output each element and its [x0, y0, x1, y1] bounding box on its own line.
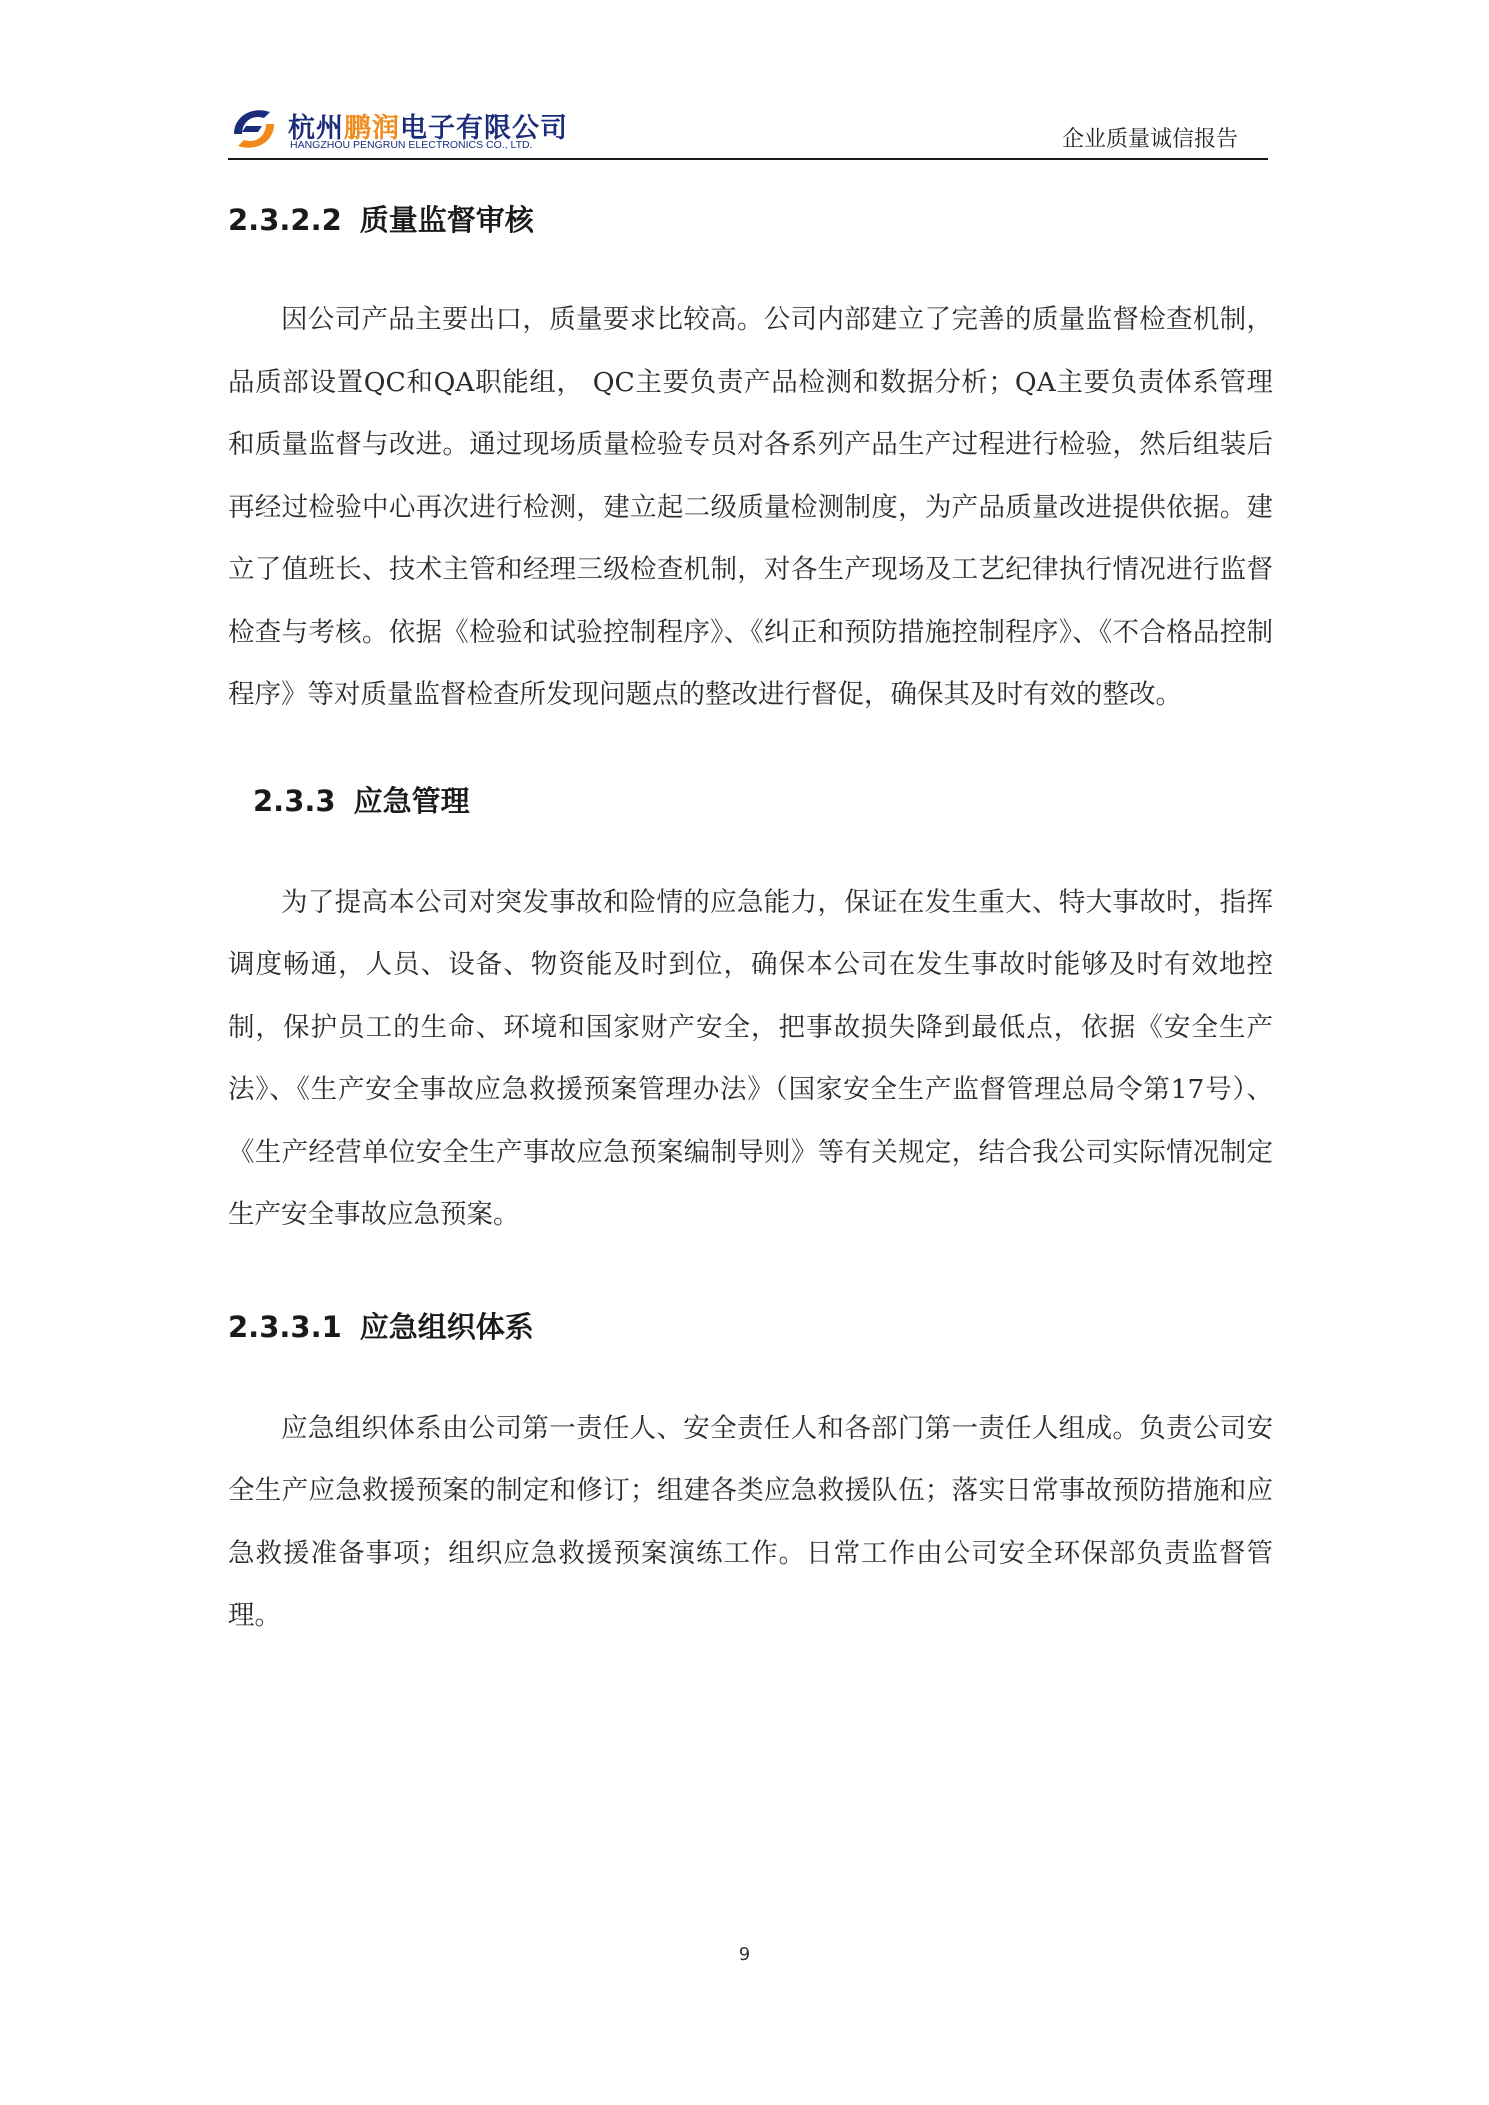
section-body-2-3-3: 为了提高本公司对突发事故和险情的应急能力，保证在发生重大、特大事故时，指挥调度畅通，人员、设备、物资能及时到位，确保本公司在发生事故时能够及时有效地控制，保护员工的生命、环境和国家财产安全，把事故损失降到最低点，依据《安全生产法》、《生产安全事故应急救援预案管理办法》（国家安全生产监督管理总局令第17号）、《生产经营单位安全生产事故应急预案编制导则》等有关规定，结合我公司实际情况制定生产安全事故应急预案。: [228, 886, 1273, 1230]
company-name-part-2: 电子有限公司: [400, 113, 568, 144]
company-name-en: HANGZHOU PENGRUN ELECTRONICS CO., LTD.: [290, 139, 533, 151]
section-title: 应急管理: [353, 783, 470, 818]
section-title: 应急组织体系: [359, 1309, 534, 1344]
section-number: 2.3.2.2: [228, 203, 342, 237]
page-header: [228, 100, 1268, 160]
section-heading-2-3-3-1: [228, 1305, 1273, 1346]
company-logo-icon: [228, 104, 280, 154]
page-content: [228, 198, 1273, 1648]
report-title: 企业质量诚信报告: [1061, 127, 1238, 152]
company-name-part-1: 杭州: [288, 113, 344, 144]
section-body-2-3-3-1: 应急组织体系由公司第一责任人、安全责任人和各部门第一责任人组成。负责公司安全生产应急救援预案的制定和修订；组建各类应急救援队伍；落实日常事故预防措施和应急救援准备事项；组织应急救援预案演练工作。日常工作由公司安全环保部负责监督管理。: [228, 1412, 1273, 1631]
section-heading-2-3-3: [228, 779, 1273, 820]
section-title: 质量监督审核: [359, 203, 534, 237]
section-number: 2.3.3.1: [228, 1309, 342, 1344]
company-name-accent: 鹏润: [344, 113, 400, 144]
page-number: 9: [738, 1944, 751, 1965]
section-body-2-3-2-2: 因公司产品主要出口，质量要求比较高。公司内部建立了完善的质量监督检查机制，品质部设置QC和QA职能组， QC主要负责产品检测和数据分析；QA主要负责体系管理和质量监督与改进。通过现场质量检验专员对各系列产品生产过程进行检验，然后组装后再经过检验中心再次进行检测，建立起二级质量检测制度，为产品质量改进提供依据。建立了值班长、技术主管和经理三级检查机制，对各生产现场及工艺纪律执行情况进行监督检查与考核。依据《检验和试验控制程序》、《纠正和预防措施控制程序》、《不合格品控制程序》等对质量监督检查所发现问题点的整改进行督促，确保其及时有效的整改。: [228, 304, 1273, 710]
section-heading-2-3-2-2: [228, 198, 1273, 239]
section-number: 2.3.3: [253, 783, 336, 818]
